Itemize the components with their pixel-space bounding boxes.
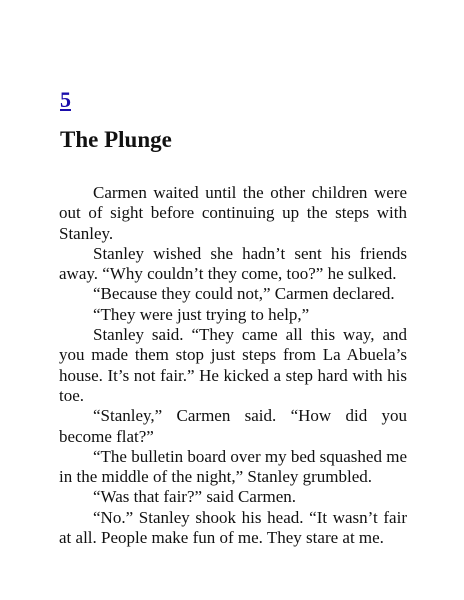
paragraph: “The bulletin board over my bed squashed me in the middle of the night,” Stanley grumbled. — [59, 446, 407, 487]
paragraph: “They were just trying to help,” — [93, 304, 310, 324]
chapter-number-link[interactable]: 5 — [60, 87, 71, 112]
chapter-title: The Plunge — [60, 127, 172, 152]
paragraph: “Stanley,” Carmen said. “How did you become flat?” — [59, 406, 407, 446]
chapter-body — [59, 183, 407, 548]
paragraph: “No.” Stanley shook his head. “It wasn’t fair at all. People make fun of me. They stare at me. — [59, 507, 407, 548]
paragraph: Carmen waited until the other children were out of sight before continuing up the steps with Stanley. — [59, 183, 407, 243]
paragraph: Stanley wished she hadn’t sent his friends away. “Why couldn’t they come, too?” he sulked. — [59, 243, 407, 284]
paragraph: “Because they could not,” Carmen declared. — [93, 284, 395, 304]
paragraph: “Was that fair?” said Carmen. — [93, 487, 297, 507]
paragraph: Stanley said. “They came all this way, and you made them stop just steps from La Abuela’s house. It’s not fair.” He kicked a step hard with his toe. — [59, 325, 407, 405]
